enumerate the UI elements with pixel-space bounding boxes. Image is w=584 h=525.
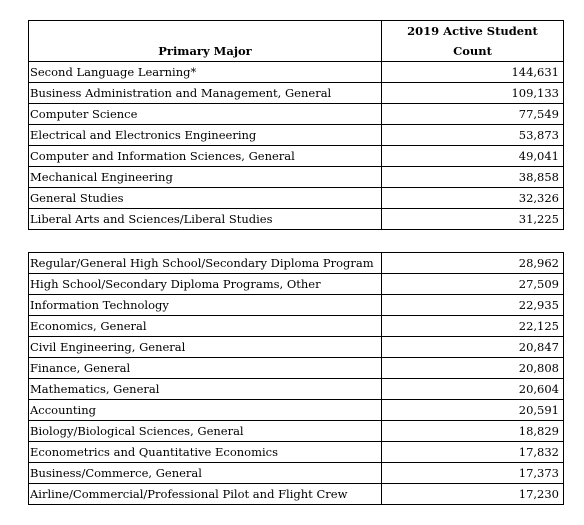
student-count-cell: 17,832 (382, 442, 564, 463)
count-header-line2: Count (453, 44, 492, 58)
table-row (29, 83, 564, 104)
major-name-cell: Business/Commerce, General (29, 463, 382, 484)
table-row (29, 463, 564, 484)
top-table-body (29, 62, 564, 230)
major-name-cell: Electrical and Electronics Engineering (29, 125, 382, 146)
student-count-cell: 53,873 (382, 125, 564, 146)
table-row (29, 295, 564, 316)
table-row (29, 442, 564, 463)
student-count-cell: 20,591 (382, 400, 564, 421)
major-name-cell: Mechanical Engineering (29, 167, 382, 188)
student-count-cell: 18,829 (382, 421, 564, 442)
student-count-cell: 27,509 (382, 274, 564, 295)
table-header-row (29, 21, 564, 62)
table-row (29, 316, 564, 337)
table-row (29, 253, 564, 274)
major-name-cell: Finance, General (29, 358, 382, 379)
major-name-cell: Airline/Commercial/Professional Pilot and Flight Crew (29, 484, 382, 505)
count-header-line1: 2019 Active Student (407, 24, 538, 38)
major-name-cell: Liberal Arts and Sciences/Liberal Studies (29, 209, 382, 230)
primary-major-header (29, 21, 382, 62)
student-count-cell: 20,604 (382, 379, 564, 400)
table-row (29, 167, 564, 188)
major-name-cell: Computer Science (29, 104, 382, 125)
table-row (29, 484, 564, 505)
table-row (29, 125, 564, 146)
major-name-cell: Econometrics and Quantitative Economics (29, 442, 382, 463)
student-count-cell: 20,847 (382, 337, 564, 358)
student-count-cell: 49,041 (382, 146, 564, 167)
table-row (29, 104, 564, 125)
major-name-cell: Information Technology (29, 295, 382, 316)
student-count-cell: 32,326 (382, 188, 564, 209)
major-name-cell: Biology/Biological Sciences, General (29, 421, 382, 442)
primary-major-header-label: Primary Major (158, 44, 252, 58)
major-name-cell: Mathematics, General (29, 379, 382, 400)
student-count-cell: 77,549 (382, 104, 564, 125)
student-count-cell: 17,230 (382, 484, 564, 505)
major-name-cell: Business Administration and Management, General (29, 83, 382, 104)
student-count-cell: 109,133 (382, 83, 564, 104)
student-count-cell: 22,125 (382, 316, 564, 337)
major-name-cell: Economics, General (29, 316, 382, 337)
student-count-cell: 38,858 (382, 167, 564, 188)
table-row (29, 337, 564, 358)
student-count-cell: 22,935 (382, 295, 564, 316)
bottom-table-body (29, 253, 564, 505)
major-name-cell: Computer and Information Sciences, General (29, 146, 382, 167)
table-row (29, 188, 564, 209)
table-row (29, 209, 564, 230)
student-count-cell: 144,631 (382, 62, 564, 83)
table-row (29, 358, 564, 379)
major-name-cell: Regular/General High School/Secondary Diploma Program (29, 253, 382, 274)
student-count-cell: 28,962 (382, 253, 564, 274)
bottom-majors-table (28, 252, 564, 505)
student-count-cell: 17,373 (382, 463, 564, 484)
top-majors-table (28, 20, 564, 230)
student-count-cell: 31,225 (382, 209, 564, 230)
active-student-count-header (382, 21, 564, 62)
major-name-cell: Second Language Learning* (29, 62, 382, 83)
table-row (29, 379, 564, 400)
table-row (29, 62, 564, 83)
major-name-cell: Civil Engineering, General (29, 337, 382, 358)
major-name-cell: Accounting (29, 400, 382, 421)
table-row (29, 400, 564, 421)
table-row (29, 274, 564, 295)
major-name-cell: General Studies (29, 188, 382, 209)
student-count-cell: 20,808 (382, 358, 564, 379)
table-row (29, 146, 564, 167)
table-row (29, 421, 564, 442)
major-name-cell: High School/Secondary Diploma Programs, Other (29, 274, 382, 295)
